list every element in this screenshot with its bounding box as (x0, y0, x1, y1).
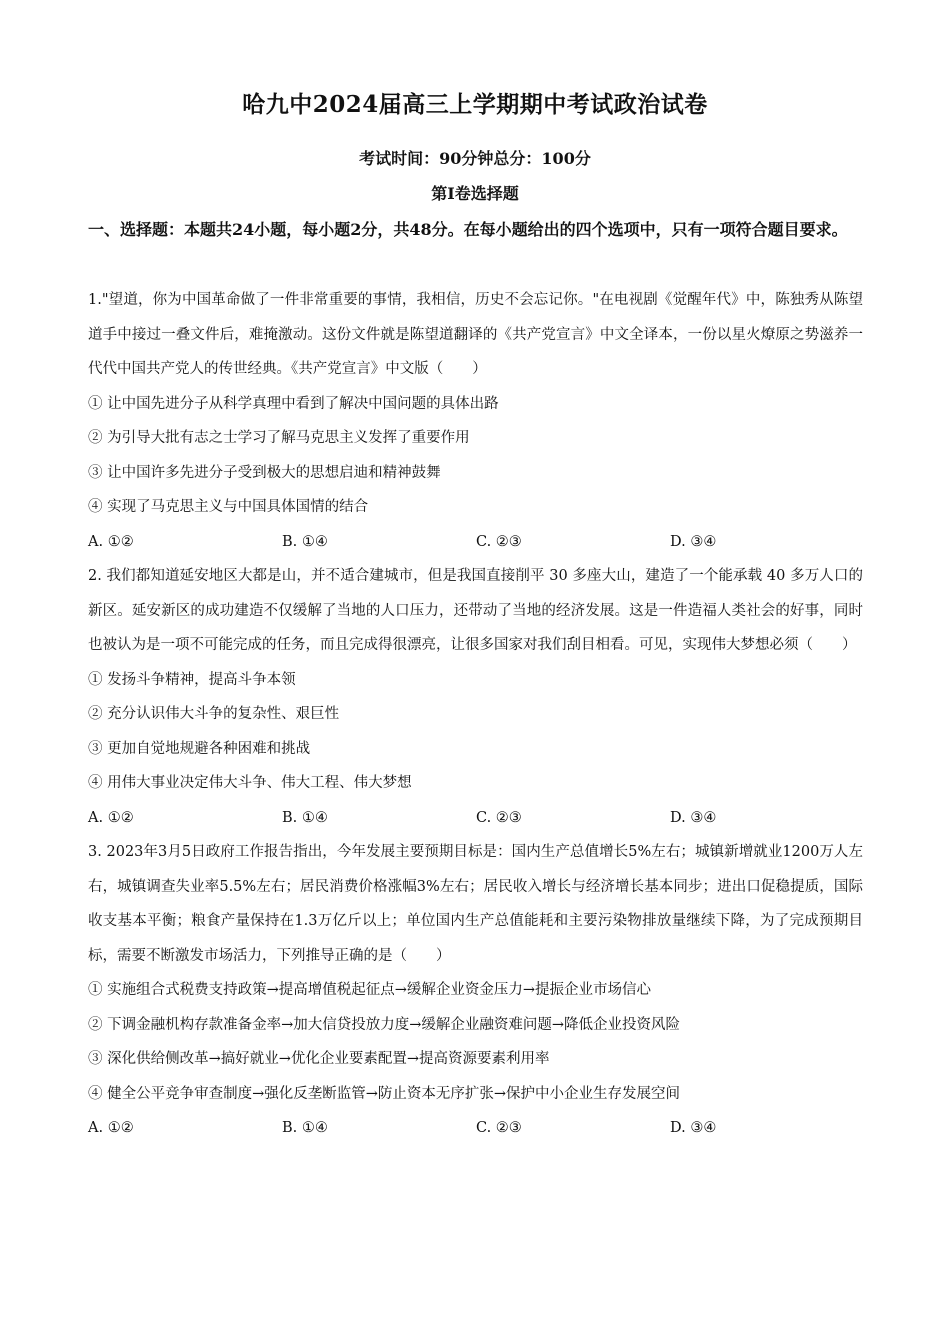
exam-title: 哈九中2024届高三上学期期中考试政治试卷 (242, 91, 708, 118)
statement-item: ① 实施组合式税费支持政策→提高增值税起征点→缓解企业资金压力→提振企业市场信心 (88, 982, 652, 998)
question-stem: 1."望道，你为中国革命做了一件非常重要的事情，我相信，历史不会忘记你。"在电视剧《觉醒年代》中，陈独秀从陈望道手中接过一叠文件后，难掩激动。这份文件就是陈望道翻译的《共产党宣言》中文全译本，一份以星火燎原之势滋养一代代中国共产党人的传世经典。《共产党宣言》中文版（ ） (88, 292, 863, 377)
statement-item: ② 为引导大批有志之士学习了解马克思主义发挥了重要作用 (88, 430, 470, 446)
statement-item: ② 下调金融机构存款准备金率→加大信贷投放力度→缓解企业融资难问题→降低企业投资风险 (88, 1016, 681, 1033)
answer-choices (88, 1111, 863, 1146)
choice-c: C. ②③ (476, 809, 522, 826)
statement-item: ① 让中国先进分子从科学真理中看到了解决中国问题的具体出路 (88, 395, 499, 412)
question-stem: 3. 2023年3月5日政府工作报告指出，今年发展主要预期目标是：国内生产总值增长5%左右；城镇新增就业1200万人左右，城镇调查失业率5.5%左右；居民消费价格涨幅3%左右；居民收入增长与经济增长基本同步；进出口促稳提质，国际收支基本平衡；粮食产量保持在1.3万亿斤以上；单位国内生产总值能耗和主要污染物排放量继续下降，为了完成预期目标，需要不断激发市场活力，下列推导正确的是（ ） (88, 844, 863, 964)
answer-choices (88, 801, 863, 836)
choice-c: C. ②③ (476, 1120, 522, 1136)
section-instructions: 一、选择题：本题共24小题，每小题2分，共48分。在每小题给出的四个选项中，只有一项符合题目要求。 (88, 220, 848, 239)
choice-a: A. ①② (88, 533, 134, 550)
section-title: 第Ⅰ卷选择题 (431, 184, 519, 203)
statement-item: ② 充分认识伟大斗争的复杂性、艰巨性 (88, 706, 340, 722)
question-1 (88, 283, 863, 559)
choice-b: B. ①④ (282, 809, 328, 826)
question-2 (88, 559, 863, 835)
question-list (88, 283, 863, 1146)
statement-item: ④ 用伟大事业决定伟大斗争、伟大工程、伟大梦想 (88, 775, 412, 791)
choice-d: D. ③④ (670, 533, 717, 550)
statement-item: ① 发扬斗争精神，提高斗争本领 (88, 671, 296, 688)
choice-c: C. ②③ (476, 533, 522, 550)
choice-a: A. ①② (88, 1120, 134, 1136)
choice-b: B. ①④ (282, 1120, 328, 1136)
choice-b: B. ①④ (282, 533, 328, 550)
statement-item: ③ 让中国许多先进分子受到极大的思想启迪和精神鼓舞 (88, 464, 441, 481)
statement-item: ④ 健全公平竞争审查制度→强化反垄断监管→防止资本无序扩张→保护中小企业生存发展空间 (88, 1085, 681, 1102)
answer-choices (88, 525, 863, 560)
question-stem: 2. 我们都知道延安地区大都是山，并不适合建城市，但是我国直接削平 30 多座大山，建造了一个能承载 40 多万人口的新区。延安新区的成功建造不仅缓解了当地的人口压力，还带动了当地的经济发展。这是一件造福人类社会的好事，同时也被认为是一项不可能完成的任务，而且完成得很漂亮，让很多国家对我们刮目相看。可见，实现伟大梦想必须（ ） (88, 568, 863, 653)
statement-item: ④ 实现了马克思主义与中国具体国情的结合 (88, 499, 369, 515)
choice-a: A. ①② (88, 809, 134, 826)
question-3 (88, 835, 863, 1146)
choice-d: D. ③④ (670, 1120, 717, 1136)
statement-item: ③ 更加自觉地规避各种困难和挑战 (88, 740, 311, 757)
statement-item: ③ 深化供给侧改革→搞好就业→优化企业要素配置→提高资源要素利用率 (88, 1051, 550, 1067)
choice-d: D. ③④ (670, 809, 717, 826)
exam-info: 考试时间：90分钟总分：100分 (359, 149, 591, 168)
